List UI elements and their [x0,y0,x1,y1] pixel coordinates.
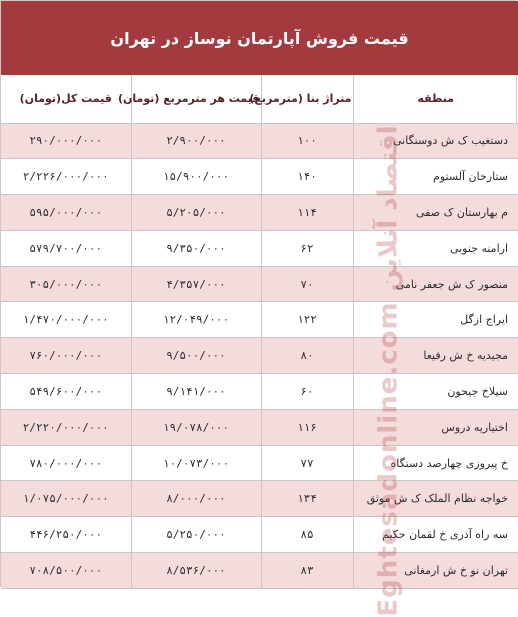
cell-size: ۸۳ [261,553,353,589]
table-row [1,553,518,589]
cell-area: خواجه نظام الملک ک ش موثق [353,481,518,517]
cell-size: ۷۷ [261,445,353,481]
cell-price-per-m2: ۵/۲۵۰/۰۰۰ [131,517,261,553]
cell-area: سیلاخ جیحون [353,374,518,410]
table-row [1,266,518,302]
table-row [1,374,518,410]
cell-size: ۱۰۰ [261,123,353,159]
cell-area: ستارخان آلستوم [353,159,518,195]
table-row [1,195,518,231]
cell-total-price: ۲/۲۲۶/۰۰۰/۰۰۰ [1,159,131,195]
table-body [1,123,518,588]
cell-price-per-m2: ۸/۰۰۰/۰۰۰ [131,481,261,517]
cell-area: ارامنه جنوبی [353,230,518,266]
table-row [1,302,518,338]
cell-total-price: ۳۰۵/۰۰۰/۰۰۰ [1,266,131,302]
table-row [1,159,518,195]
cell-size: ۱۳۴ [261,481,353,517]
cell-size: ۱۱۶ [261,409,353,445]
price-table [1,75,518,589]
table-row [1,481,518,517]
cell-area: مجیدیه خ ش رفیعا [353,338,518,374]
cell-price-per-m2: ۹/۵۰۰/۰۰۰ [131,338,261,374]
cell-price-per-m2: ۱۲/۰۴۹/۰۰۰ [131,302,261,338]
cell-price-per-m2: ۹/۳۵۰/۰۰۰ [131,230,261,266]
table-row [1,230,518,266]
cell-size: ۸۵ [261,517,353,553]
cell-price-per-m2: ۹/۱۴۱/۰۰۰ [131,374,261,410]
cell-total-price: ۲/۲۲۰/۰۰۰/۰۰۰ [1,409,131,445]
table-title: قیمت فروش آپارتمان نوساز در تهران [1,1,518,75]
cell-price-per-m2: ۱۵/۹۰۰/۰۰۰ [131,159,261,195]
cell-total-price: ۷۶۰/۰۰۰/۰۰۰ [1,338,131,374]
table-row [1,123,518,159]
cell-total-price: ۱/۰۷۵/۰۰۰/۰۰۰ [1,481,131,517]
cell-total-price: ۵۴۹/۶۰۰/۰۰۰ [1,374,131,410]
header-total-price: قیمت کل(تومان) [1,75,131,123]
table-header-row [1,75,518,123]
cell-area: ایراج ازگل [353,302,518,338]
cell-total-price: ۱/۴۷۰/۰۰۰/۰۰۰ [1,302,131,338]
cell-total-price: ۲۹۰/۰۰۰/۰۰۰ [1,123,131,159]
cell-total-price: ۴۴۶/۲۵۰/۰۰۰ [1,517,131,553]
cell-size: ۶۲ [261,230,353,266]
cell-size: ۸۰ [261,338,353,374]
cell-area: خ پیروزی چهارصد دستگاه [353,445,518,481]
table-row [1,517,518,553]
cell-total-price: ۵۹۵/۰۰۰/۰۰۰ [1,195,131,231]
cell-total-price: ۵۷۹/۷۰۰/۰۰۰ [1,230,131,266]
cell-size: ۷۰ [261,266,353,302]
cell-price-per-m2: ۲/۹۰۰/۰۰۰ [131,123,261,159]
table-row [1,409,518,445]
cell-area: م بهارستان ک صفی [353,195,518,231]
cell-price-per-m2: ۱۹/۰۷۸/۰۰۰ [131,409,261,445]
cell-price-per-m2: ۴/۳۵۷/۰۰۰ [131,266,261,302]
watermark-text: Eghtesadonline.com اقتصاد آنلاین [374,125,404,617]
cell-area: اختیاریه دروس [353,409,518,445]
cell-area: دستغیب ک ش دوسنگانی [353,123,518,159]
cell-area: منصور ک ش جعفر نامی [353,266,518,302]
cell-total-price: ۷۸۰/۰۰۰/۰۰۰ [1,445,131,481]
header-size: متراژ بنا (مترمربع) [261,75,353,123]
cell-size: ۱۴۰ [261,159,353,195]
cell-size: ۱۲۲ [261,302,353,338]
table-row [1,338,518,374]
cell-area: سه راه آذری خ لقمان حکیم [353,517,518,553]
cell-size: ۱۱۴ [261,195,353,231]
cell-price-per-m2: ۱۰/۰۷۳/۰۰۰ [131,445,261,481]
table-row [1,445,518,481]
cell-size: ۶۰ [261,374,353,410]
header-area: منطقه [353,75,518,123]
cell-price-per-m2: ۸/۵۳۶/۰۰۰ [131,553,261,589]
cell-total-price: ۷۰۸/۵۰۰/۰۰۰ [1,553,131,589]
cell-area: تهران نو خ ش ارمغانی [353,553,518,589]
header-price-per-m2: قیمت هر مترمربع (تومان) [131,75,261,123]
cell-price-per-m2: ۵/۲۰۵/۰۰۰ [131,195,261,231]
